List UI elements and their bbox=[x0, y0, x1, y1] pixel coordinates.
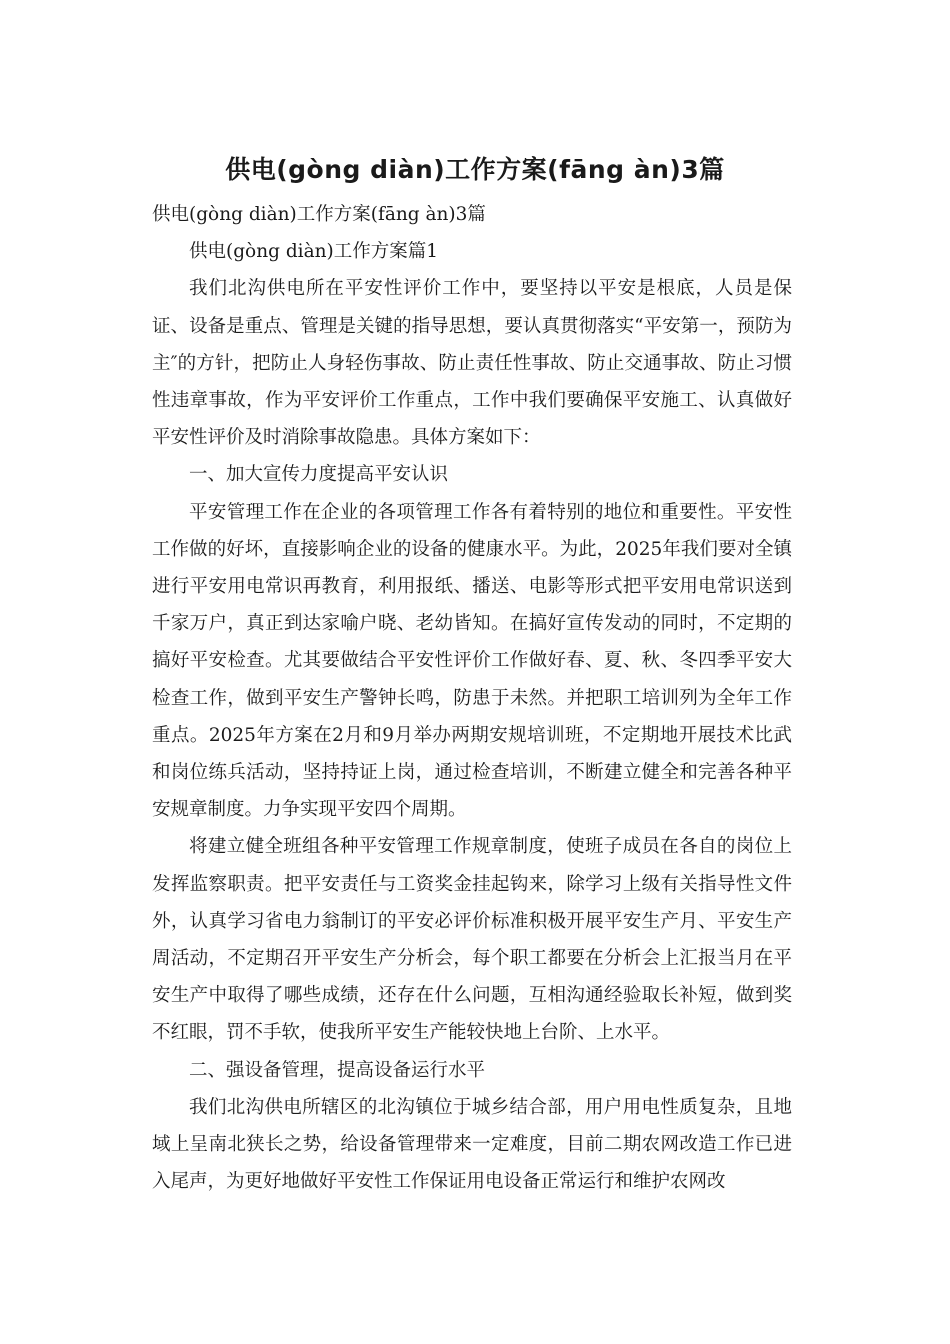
paragraph: 将建立健全班组各种平安管理工作规章制度，使班子成员在各自的岗位上发挥监察职责。把平安责任与工资奖金挂起钩来，除学习上级有关指导性文件外，认真学习省电力翁制订的平安必评价标准积极开展平安生产月、平安生产周活动，不定期召开平安生产分析会，每个职工都要在分析会上汇报当月在平安生产中取得了哪些成绩，还存在什么问题，互相沟通经验取长补短，做到奖不红眼，罚不手软，使我所平安生产能较快地上台阶、上水平。 bbox=[152, 836, 792, 1044]
document-title: 供电(gòng diàn)工作方案(fāng àn)3篇 bbox=[225, 155, 725, 184]
document-body bbox=[152, 196, 792, 1200]
paragraph: 我们北沟供电所辖区的北沟镇位于城乡结合部，用户用电性质复杂，且地域上呈南北狭长之势，给设备管理带来一定难度，目前二期农网改造工作已进入尾声，为更好地做好平安性工作保证用电设备正常运行和维护农网改 bbox=[152, 1096, 792, 1193]
section-heading-1: 一、加大宣传力度提高平安认识 bbox=[189, 464, 449, 486]
document-subtitle: 供电(gòng diàn)工作方案(fāng àn)3篇 bbox=[152, 204, 486, 225]
section-heading-part-1: 供电(gòng diàn)工作方案篇1 bbox=[189, 241, 439, 263]
paragraph: 我们北沟供电所在平安性评价工作中，要坚持以平安是根底，人员是保证、设备是重点、管理是关键的指导思想，要认真贯彻落实“平安第一，预防为主″的方针，把防止人身轻伤事故、防止责任性事故、防止交通事故、防止习惯性违章事故，作为平安评价工作重点，工作中我们要确保平安施工、认真做好平安性评价及时消除事故隐患。具体方案如下： bbox=[152, 278, 792, 449]
paragraph: 平安管理工作在企业的各项管理工作各有着特别的地位和重要性。平安性工作做的好坏，直接影响企业的设备的健康水平。为此，2025年我们要对全镇进行平安用电常识再教育，利用报纸、播送、电影等形式把平安用电常识送到千家万户，真正到达家喻户晓、老幼皆知。在搞好宣传发动的同时，不定期的搞好平安检查。尤其要做结合平安性评价工作做好春、夏、秋、冬四季平安大检查工作，做到平安生产警钟长鸣，防患于未然。并把职工培训列为全年工作重点。2025年方案在2月和9月举办两期安规培训班，不定期地开展技术比武和岗位练兵活动，坚持持证上岗，通过检查培训，不断建立健全和完善各种平安规章制度。力争实现平安四个周期。 bbox=[152, 501, 792, 821]
section-heading-2: 二、强设备管理，提高设备运行水平 bbox=[189, 1059, 486, 1081]
